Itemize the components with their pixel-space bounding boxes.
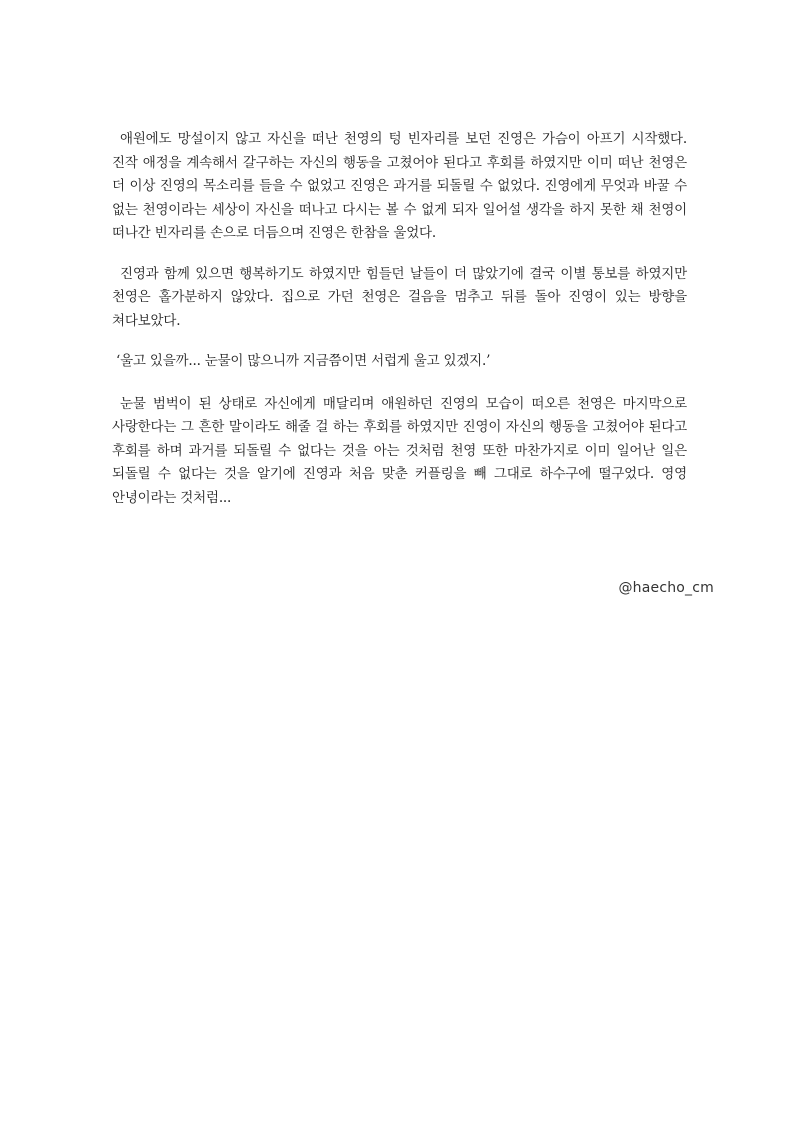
paragraph-2: 진영과 함께 있으면 행복하기도 하였지만 힘들던 날들이 더 많았기에 결국 이별 통보를 하였지만 천영은 홀가분하지 않았다. 집으로 가던 천영은 걸음을 멈추고 뒤를 돌아 진영이 있는 방향을 쳐다보았다. <box>112 265 687 329</box>
paragraph-1: 애원에도 망설이지 않고 자신을 떠난 천영의 텅 빈자리를 보던 진영은 가슴이 아프기 시작했다. 진작 애정을 계속해서 갈구하는 자신의 행동을 고쳤어야 된다고 후회를 하였지만 이미 떠난 천영은 더 이상 진영의 목소리를 들을 수 없었고 진영은 과거를 되돌릴 수 없었다. 진영에게 무엇과 바꿀 수 없는 천영이라는 세상이 자신을 떠나고 다시는 볼 수 없게 되자 일어설 생각을 하지 못한 채 천영이 떠나간 빈자리를 손으로 더듬으며 진영은 한참을 울었다. <box>112 131 687 241</box>
author-signature: @haecho_cm <box>618 580 714 596</box>
paragraph-3: 눈물 범벅이 된 상태로 자신에게 매달리며 애원하던 진영의 모습이 떠오른 천영은 마지막으로 사랑한다는 그 흔한 말이라도 해줄 걸 하는 후회를 하였지만 진영이 자신의 행동을 고쳤어야 된다고 후회를 하며 과거를 되돌릴 수 없다는 것을 아는 것처럼 천영 또한 마찬가지로 이미 일어난 일은 되돌릴 수 없다는 것을 알기에 진영과 처음 맞춘 커플링을 빼 그대로 하수구에 떨구었다. 영영 안녕이라는 것처럼... <box>112 395 687 506</box>
story-body <box>112 128 687 527</box>
inner-monologue-quote: ‘울고 있을까... 눈물이 많으니까 지금쯤이면 서럽게 울고 있겠지.’ <box>116 353 491 369</box>
